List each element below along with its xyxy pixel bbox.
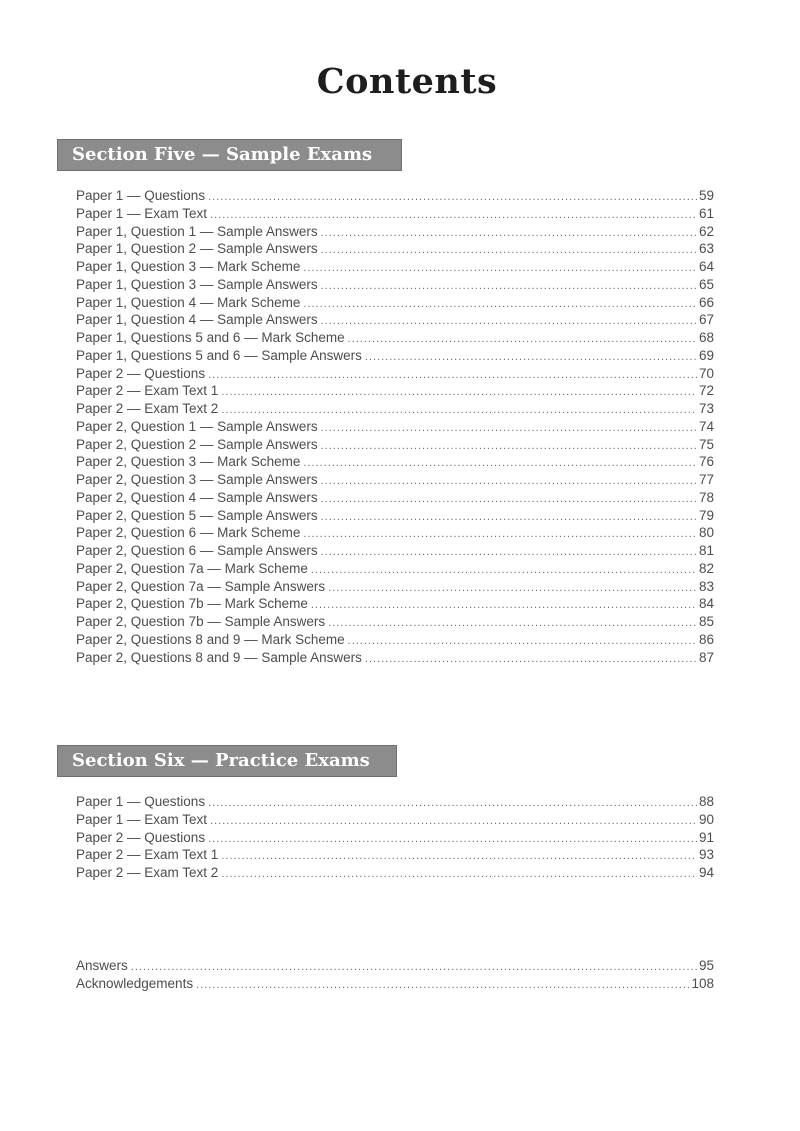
toc-entry <box>76 542 714 560</box>
toc-entry-page-number: 86 <box>698 631 714 647</box>
dot-leader <box>311 562 697 578</box>
toc-entry <box>76 560 714 578</box>
toc-entry-page-number: 88 <box>698 794 714 809</box>
dot-leader <box>210 813 697 829</box>
toc-entry-label: Answers <box>76 958 128 973</box>
dot-leader <box>348 633 697 649</box>
toc-entry-page-number: 77 <box>698 472 714 487</box>
toc-entry-label: Paper 1 — Exam Text <box>76 205 208 221</box>
toc-entry-page-number: 85 <box>698 614 714 629</box>
dot-leader <box>321 544 697 560</box>
toc-entry <box>76 311 714 329</box>
dot-leader <box>303 296 697 312</box>
toc-entry-page-number: 64 <box>698 259 714 274</box>
toc-entry-label: Paper 2, Question 7b — Sample Answers <box>76 614 326 629</box>
dot-leader <box>208 795 697 811</box>
toc-entry <box>76 864 714 882</box>
toc-entry-label: Paper 1, Question 2 — Sample Answers <box>76 241 318 257</box>
dot-leader <box>208 367 697 383</box>
dot-leader <box>221 848 697 864</box>
dot-leader <box>321 473 697 489</box>
toc-entry-label: Paper 2, Question 6 — Mark Scheme <box>76 525 301 541</box>
dot-leader <box>321 491 697 507</box>
toc-entry <box>76 471 714 489</box>
toc-entry-label: Paper 1 — Questions <box>76 794 206 809</box>
toc-entry-label: Paper 2, Question 7b — Mark Scheme <box>76 596 308 612</box>
toc-entry <box>76 223 714 241</box>
dot-leader <box>328 580 697 596</box>
toc-entry-label: Paper 1, Question 3 — Mark Scheme <box>76 259 301 274</box>
toc-entry-page-number: 75 <box>698 436 714 452</box>
dot-leader <box>303 455 697 471</box>
toc-entry <box>76 400 714 418</box>
toc-entry <box>76 631 714 649</box>
toc-entry <box>76 649 714 667</box>
toc-entry <box>76 205 714 223</box>
toc-entry-page-number: 78 <box>698 489 714 505</box>
toc-entry-page-number: 90 <box>698 811 714 827</box>
toc-entry-label: Paper 2, Questions 8 and 9 — Sample Answers <box>76 649 362 665</box>
toc-entry <box>76 489 714 507</box>
toc-entry-page-number: 67 <box>698 312 714 328</box>
toc-entry-label: Paper 2 — Exam Text 1 <box>76 847 219 863</box>
dot-leader <box>210 207 697 223</box>
toc-entry <box>76 453 714 471</box>
appendix-list <box>76 957 714 993</box>
toc-entry <box>76 436 714 454</box>
dot-leader <box>365 651 697 667</box>
toc-entry-label: Paper 2, Question 6 — Sample Answers <box>76 543 318 558</box>
toc-entry-label: Paper 2, Question 2 — Sample Answers <box>76 436 318 452</box>
toc-entry <box>76 329 714 347</box>
toc-entry-page-number: 73 <box>698 401 714 416</box>
toc-entry <box>76 258 714 276</box>
dot-leader <box>328 615 697 631</box>
toc-entry-page-number: 70 <box>698 365 714 381</box>
toc-entry-label: Paper 1 — Exam Text <box>76 811 208 827</box>
dot-leader <box>221 402 697 418</box>
toc-entry <box>76 365 714 383</box>
dot-leader <box>311 597 697 613</box>
toc-entry-page-number: 76 <box>698 454 714 470</box>
toc-entry-label: Paper 2, Question 1 — Sample Answers <box>76 418 318 434</box>
toc-entry-label: Paper 2, Question 3 — Mark Scheme <box>76 454 301 470</box>
section-five-header: Section Five — Sample Exams <box>57 139 402 171</box>
dot-leader <box>365 349 697 365</box>
toc-entry-page-number: 72 <box>698 383 714 399</box>
section-six-header: Section Six — Practice Exams <box>57 745 397 777</box>
toc-entry-label: Paper 2 — Exam Text 2 <box>76 865 219 880</box>
toc-entry-page-number: 81 <box>698 543 714 558</box>
dot-leader <box>303 526 697 542</box>
dot-leader <box>321 509 697 525</box>
dot-leader <box>303 260 697 276</box>
toc-entry-label: Paper 1 — Questions <box>76 188 206 203</box>
toc-entry-label: Paper 2, Question 7a — Sample Answers <box>76 578 326 594</box>
dot-leader <box>321 225 697 241</box>
toc-entry-page-number: 69 <box>698 347 714 363</box>
toc-entry-label: Paper 2 — Exam Text 1 <box>76 383 219 399</box>
toc-entry-label: Paper 2 — Questions <box>76 365 206 381</box>
toc-entry-page-number: 68 <box>698 330 714 345</box>
toc-entry <box>76 811 714 829</box>
toc-entry-page-number: 93 <box>698 847 714 863</box>
dot-leader <box>208 189 697 205</box>
toc-entry <box>76 294 714 312</box>
toc-entry-label: Paper 2, Question 3 — Sample Answers <box>76 472 318 487</box>
toc-entry <box>76 578 714 596</box>
toc-entry-label: Paper 1, Question 1 — Sample Answers <box>76 223 318 239</box>
toc-entry <box>76 240 714 258</box>
toc-entry-label: Paper 1, Question 4 — Sample Answers <box>76 312 318 328</box>
dot-leader <box>321 278 697 294</box>
toc-entry <box>76 187 714 205</box>
toc-entry-label: Paper 2, Questions 8 and 9 — Mark Scheme <box>76 631 345 647</box>
dot-leader <box>196 977 689 993</box>
toc-entry-page-number: 95 <box>698 958 714 973</box>
toc-entry-page-number: 63 <box>698 241 714 257</box>
toc-entry-page-number: 91 <box>698 829 714 845</box>
toc-entry <box>76 382 714 400</box>
dot-leader <box>321 438 697 454</box>
toc-entry-label: Paper 1, Question 3 — Sample Answers <box>76 276 318 292</box>
toc-entry <box>76 957 714 975</box>
toc-entry-page-number: 66 <box>698 294 714 310</box>
dot-leader <box>131 959 697 975</box>
toc-entry-label: Paper 1, Question 4 — Mark Scheme <box>76 294 301 310</box>
toc-entry-page-number: 79 <box>698 507 714 523</box>
section-five-list <box>76 187 714 666</box>
toc-entry <box>76 524 714 542</box>
toc-entry-page-number: 59 <box>698 188 714 203</box>
toc-entry-label: Paper 2 — Questions <box>76 829 206 845</box>
toc-entry-label: Paper 1, Questions 5 and 6 — Sample Answers <box>76 347 362 363</box>
toc-entry <box>76 347 714 365</box>
toc-entry-page-number: 82 <box>698 560 714 576</box>
toc-entry-label: Paper 2 — Exam Text 2 <box>76 401 219 416</box>
dot-leader <box>321 420 697 436</box>
toc-entry-label: Paper 1, Questions 5 and 6 — Mark Scheme <box>76 330 345 345</box>
toc-entry-label: Acknowledgements <box>76 975 194 991</box>
toc-entry-page-number: 108 <box>691 975 714 991</box>
dot-leader <box>321 242 697 258</box>
dot-leader <box>221 384 697 400</box>
toc-entry-page-number: 84 <box>698 596 714 612</box>
toc-entry-page-number: 62 <box>698 223 714 239</box>
toc-entry-page-number: 87 <box>698 649 714 665</box>
toc-entry <box>76 793 714 811</box>
toc-entry <box>76 418 714 436</box>
dot-leader <box>321 313 697 329</box>
page-title: Contents <box>316 61 498 103</box>
toc-entry <box>76 829 714 847</box>
toc-entry-label: Paper 2, Question 5 — Sample Answers <box>76 507 318 523</box>
toc-entry <box>76 595 714 613</box>
dot-leader <box>348 331 697 347</box>
toc-entry-page-number: 74 <box>698 418 714 434</box>
toc-entry <box>76 846 714 864</box>
toc-entry-page-number: 94 <box>698 865 714 880</box>
toc-entry-page-number: 80 <box>698 525 714 541</box>
toc-entry <box>76 975 714 993</box>
toc-entry <box>76 507 714 525</box>
toc-entry-label: Paper 2, Question 4 — Sample Answers <box>76 489 318 505</box>
toc-entry-label: Paper 2, Question 7a — Mark Scheme <box>76 560 308 576</box>
toc-entry-page-number: 61 <box>698 205 714 221</box>
toc-entry <box>76 276 714 294</box>
dot-leader <box>221 866 697 882</box>
toc-entry <box>76 613 714 631</box>
toc-entry-page-number: 65 <box>698 276 714 292</box>
section-six-list <box>76 793 714 882</box>
toc-entry-page-number: 83 <box>698 578 714 594</box>
dot-leader <box>208 831 697 847</box>
